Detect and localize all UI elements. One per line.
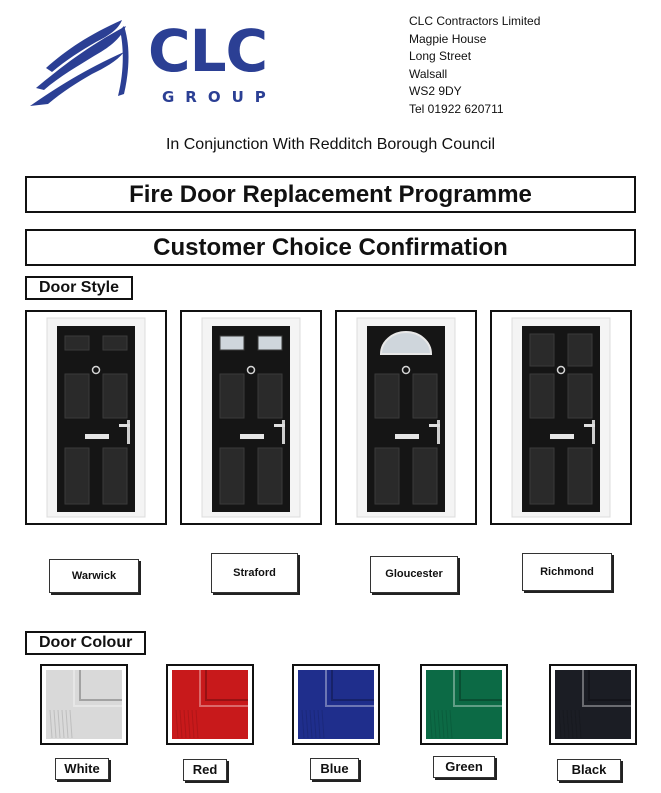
door-image [492, 312, 630, 523]
address-line-postcode: WS2 9DY [409, 84, 462, 98]
address-line-telephone: Tel 01922 620711 [409, 101, 504, 116]
door-image [337, 312, 475, 523]
colour-option-white[interactable] [40, 664, 128, 745]
programme-title: Fire Door Replacement Programme [25, 176, 636, 213]
colour-swatch [551, 666, 635, 743]
colour-swatch [294, 666, 378, 743]
conjunction-statement: In Conjunction With Redditch Borough Council [165, 136, 496, 153]
colour-swatch [168, 666, 252, 743]
colour-name-red: Red [183, 759, 227, 781]
colour-option-red[interactable] [166, 664, 254, 745]
door-name-gloucester: Gloucester [370, 556, 458, 593]
company-address [409, 13, 540, 118]
colour-option-green[interactable] [420, 664, 508, 745]
door-name-straford: Straford [211, 553, 298, 593]
address-line-street: Long Street [409, 49, 472, 63]
colour-name-black: Black [557, 759, 621, 781]
door-option-warwick[interactable] [25, 310, 167, 525]
address-line-building: Magpie House [409, 31, 487, 46]
colour-option-blue[interactable] [292, 664, 380, 745]
door-colour-heading: Door Colour [25, 631, 146, 655]
door-name-richmond: Richmond [522, 553, 612, 591]
colour-name-white: White [55, 758, 109, 780]
address-line-company: CLC Contractors Limited [409, 14, 541, 28]
door-image [27, 312, 165, 523]
logo-clc-text: CLC [148, 17, 268, 85]
logo-group-text: GROUP [162, 88, 277, 106]
door-image [182, 312, 320, 523]
door-option-richmond[interactable] [490, 310, 632, 525]
colour-name-green: Green [433, 756, 495, 778]
confirmation-title: Customer Choice Confirmation [25, 229, 636, 266]
door-style-heading: Door Style [25, 276, 133, 300]
colour-swatch [422, 666, 506, 743]
colour-option-black[interactable] [549, 664, 637, 745]
colour-name-blue: Blue [310, 758, 359, 780]
door-option-straford[interactable] [180, 310, 322, 525]
door-name-warwick: Warwick [49, 559, 139, 593]
sail-logo-icon [26, 18, 138, 110]
colour-swatch [42, 666, 126, 743]
address-line-town: Walsall [409, 66, 448, 81]
door-option-gloucester[interactable] [335, 310, 477, 525]
